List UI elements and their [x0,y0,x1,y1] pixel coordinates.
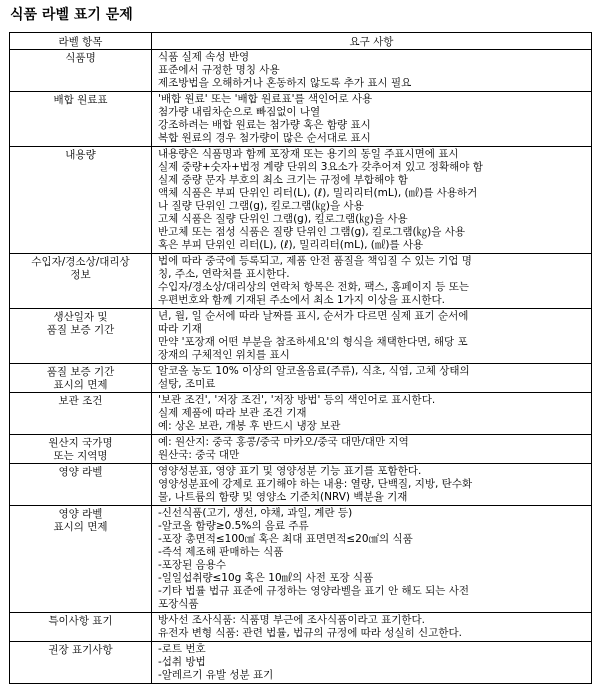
requirement-line: 물, 나트륨의 함량 및 영양소 기준치(NRV) 백분율 기재 [158,491,408,503]
requirement-line: 복합 원료의 경우 첨가량이 많은 순서대로 표시 [158,132,371,144]
requirement-line: 년, 월, 일 순서에 따라 날짜를 표시, 순서가 다르면 실제 표기 순서에 [158,310,469,322]
label-item-cell [10,92,152,147]
label-item-text: 원산지 국가명 [48,437,113,449]
requirement-cell [152,50,592,92]
requirement-line: 영양성분표, 영양 표기 및 영양성분 기능 표기를 포함한다. [158,465,422,477]
label-item-text: 수입자/경소상/대리상 [31,256,130,268]
table-row [10,254,592,309]
requirement-line: 실제 중량+숫자+법정 계량 단위의 3요소가 갖추어져 있고 정확해야 함 [158,161,483,173]
requirement-line: 예: 원산지: 중국 홍콩/중국 마카오/중국 대만/대만 지역 [158,436,409,448]
requirement-line: 제조방법을 오해하거나 혼동하지 않도록 추가 표시 필요 [158,77,412,89]
requirement-line: 표준에서 규정한 명칭 사용 [158,64,280,76]
label-item-cell [10,506,152,613]
label-item-cell [10,435,152,464]
requirement-line: -포장된 음용수 [158,559,226,571]
table-row [10,464,592,506]
label-item-text: 품질 보증 기간 [46,324,115,336]
requirement-line: -로트 번호 [158,643,206,655]
requirement-line: 따라 기재 [158,323,202,335]
label-item-text: 품질 보증 기간 [46,366,115,378]
requirement-line: 원산국: 중국 대만 [158,449,240,461]
label-item-cell [10,393,152,435]
label-item-text: 식품명 [65,52,96,64]
requirement-line: -즉석 제조해 판매하는 식품 [158,546,284,558]
label-item-text: 표시의 면제 [53,521,108,533]
document-title: 식품 라벨 표기 문제 [10,7,133,23]
requirement-line: -알코올 함량≥0.5%의 음료 주류 [158,520,309,532]
label-item-text: 보관 조건 [58,395,103,407]
label-item-text: 또는 지역명 [53,450,108,462]
label-requirements-table [9,32,592,684]
requirement-line: 반고체 또는 점성 식품은 질량 단위인 그램(g), 킬로그램(㎏)을 사용 [158,226,466,238]
requirement-cell [152,506,592,613]
requirement-line: 식품 실제 속성 반영 [158,51,250,63]
requirement-line: 영양성분표에 강제로 표기해야 하는 내용: 열량, 단백질, 지방, 탄수화 [158,478,473,490]
table-row [10,506,592,613]
requirement-line: -일일섭취량≤10g 혹은 10㎖의 사전 포장 식품 [158,572,374,584]
table-row [10,642,592,684]
label-item-cell [10,364,152,393]
table-header-row [10,33,592,50]
label-item-cell [10,464,152,506]
table-row [10,364,592,393]
requirement-line: 법에 따라 중국에 등록되고, 제품 안전 품질을 책임질 수 있는 기업 명 [158,255,472,267]
requirement-line: 나 질량 단위인 그램(g), 킬로그램(㎏)을 사용 [158,200,364,212]
requirement-cell [152,364,592,393]
label-item-cell [10,613,152,642]
label-item-text: 내용량 [65,149,96,161]
requirement-line: 고체 식품은 질량 단위인 그램(g), 킬로그램(㎏)을 사용 [158,213,408,225]
table-row [10,393,592,435]
requirement-line: 만약 '포장재 어떤 부분을 참조하세요'의 형식을 채택한다면, 해당 포 [158,336,468,348]
label-item-text: 생산일자 및 [53,311,108,323]
requirement-cell [152,464,592,506]
table-body [10,50,592,684]
label-item-text: 권장 표기사항 [48,644,113,656]
requirement-cell [152,254,592,309]
table-row [10,147,592,254]
requirement-line: 포장식품 [158,598,199,610]
requirement-line: -포장 총면적≤100㎠ 혹은 최대 표면면적≤20㎠의 식품 [158,533,413,545]
requirement-line: -섭취 방법 [158,656,206,668]
requirement-line: 장재의 구체적인 위치를 표시 [158,349,290,361]
table-row [10,435,592,464]
label-item-text: 영양 라벨 [58,508,103,520]
requirement-cell [152,92,592,147]
label-item-text: 배합 원료표 [53,94,108,106]
label-item-cell [10,642,152,684]
requirement-line: 실제 제품에 따라 보관 조건 기재 [158,407,307,419]
label-item-text: 표시의 면제 [53,379,108,391]
requirement-line: 강조하려는 배합 원료는 첨가량 혹은 함량 표시 [158,119,371,131]
requirement-line: 우편번호와 함께 기재된 주소에서 최소 1가지 이상을 표시한다. [158,294,445,306]
table-row [10,92,592,147]
requirement-line: '배합 원료' 또는 '배합 원료표'를 색인어로 사용 [158,93,373,105]
header-label-item: 라벨 항목 [10,33,152,50]
requirement-line: -기타 법률 법규 표준에 규정하는 영양라벨을 표기 안 해도 되는 사전 [158,585,470,597]
label-item-text: 정보 [70,269,91,281]
label-item-cell [10,309,152,364]
requirement-line: 알코올 농도 10% 이상의 알코올음료(주류), 식초, 식염, 고체 상태의 [158,365,470,377]
table-row [10,613,592,642]
requirement-line: '보관 조건', '저장 조건', '저장 방법' 등의 색인어로 표시한다. [158,394,436,406]
requirement-line: -알레르기 유발 성분 표기 [158,669,274,681]
requirement-line: 수입자/경소상/대리상의 연락처 항목은 전화, 팩스, 홈페이지 등 또는 [158,281,469,293]
requirement-line: 내용량은 식품명과 함께 포장재 또는 용기의 동일 주표시면에 표시 [158,148,459,160]
label-item-cell [10,50,152,92]
table-row [10,309,592,364]
requirement-line: 설탕, 조미료 [158,378,216,390]
requirement-line: 칭, 주소, 연락처를 표시한다. [158,268,290,280]
label-item-cell [10,254,152,309]
requirement-line: 예: 상온 보관, 개봉 후 반드시 냉장 보관 [158,420,341,432]
requirement-cell [152,435,592,464]
requirement-line: 액체 식품은 부피 단위인 리터(L), (ℓ), 밀리리터(mL), (㎖)를 사용하거 [158,187,478,199]
table-row [10,50,592,92]
requirement-cell [152,309,592,364]
requirement-line: 방사선 조사식품: 식품명 부근에 조사식품이라고 표기한다. [158,614,425,626]
requirement-cell [152,147,592,254]
requirement-line: 실제 중량 문자 부호의 최소 크기는 규정에 부합해야 함 [158,174,408,186]
requirement-line: 첨가량 내림차순으로 빠짐없이 나열 [158,106,321,118]
label-item-text: 영양 라벨 [58,466,103,478]
header-requirements: 요구 사항 [152,33,592,50]
label-item-text: 특이사항 표기 [48,615,113,627]
requirement-cell [152,613,592,642]
requirement-cell [152,393,592,435]
requirement-cell [152,642,592,684]
requirement-line: 유전자 변형 식품: 관련 법률, 법규의 규정에 따라 성실히 신고한다. [158,627,462,639]
requirement-line: -신선식품(고기, 생선, 야채, 과일, 계란 등) [158,507,353,519]
label-item-cell [10,147,152,254]
requirement-line: 혹은 부피 단위인 리터(L), (ℓ), 밀리리터(mL), (㎖)를 사용 [158,239,424,251]
